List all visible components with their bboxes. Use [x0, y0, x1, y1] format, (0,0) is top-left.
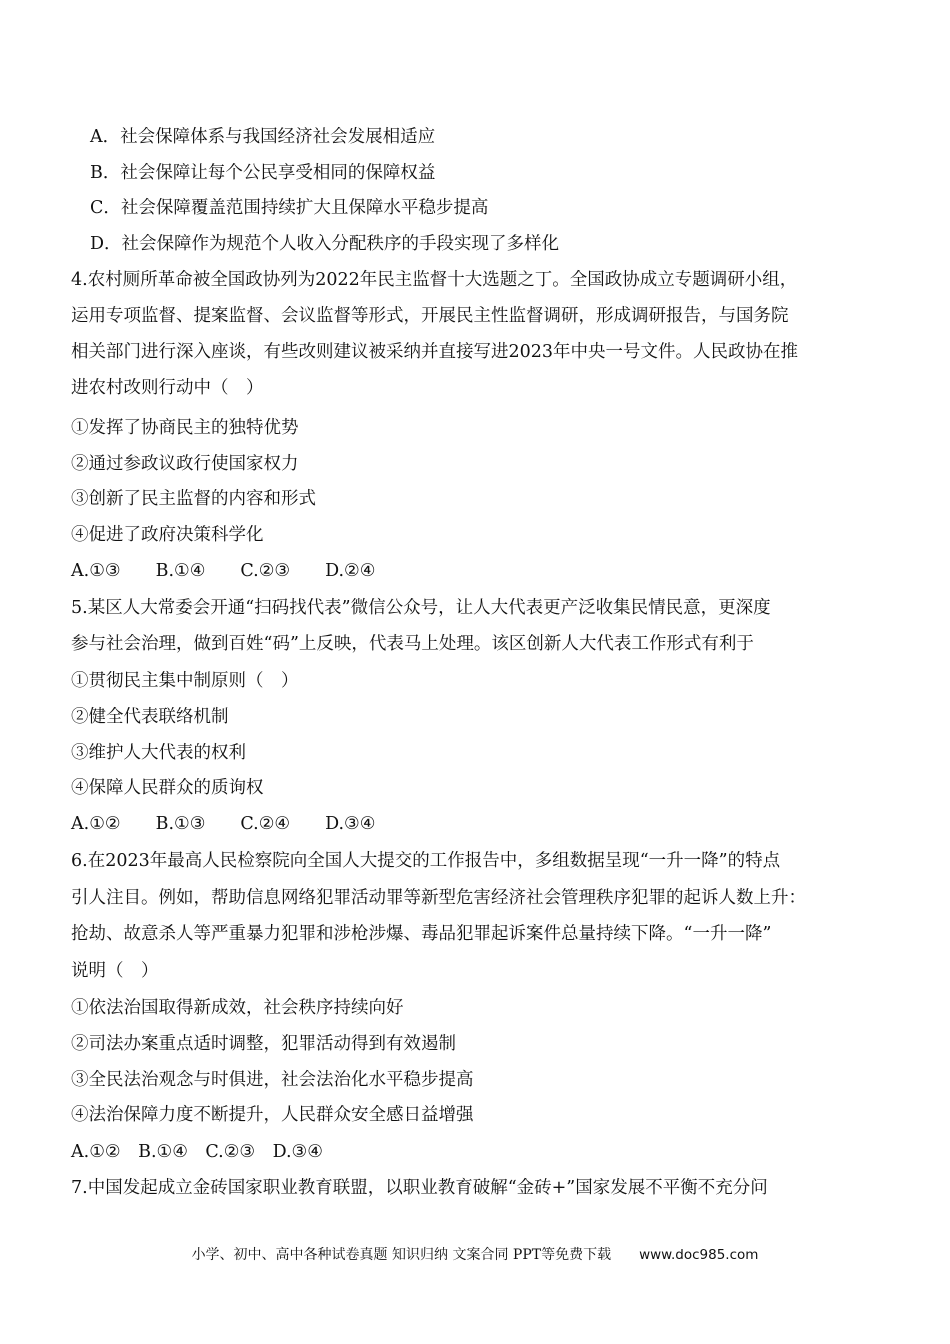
q4-choices: A.①③ B.①④ C.②③ D.②④: [71, 561, 376, 581]
page-footer: [0, 1245, 950, 1265]
q4-item-2: ②通过参政议政行使国家权力: [71, 454, 299, 474]
q4-item-1: ①发挥了协商民主的独特优势: [71, 418, 299, 438]
q6-stem-line-2: 引人注目。例如，帮助信息网络犯罪活动罪等新型危害经济社会管理秩序犯罪的起诉人数上升：: [71, 888, 806, 908]
footer-url-link[interactable]: www.doc985.com: [639, 1247, 759, 1263]
q6-item-4: ④法治保障力度不断提升，人民群众安全感日益增强: [71, 1105, 474, 1125]
q5-choices: A.①② B.①③ C.②④ D.③④: [71, 814, 376, 834]
q4-item-3: ③创新了民主监督的内容和形式: [71, 489, 316, 509]
q4-stem-line-2: 运用专项监督、提案监督、会议监督等形式，开展民主性监督调研，形成调研报告，与国务院: [71, 306, 789, 326]
q3-option-d: D．社会保障作为规范个人收入分配秩序的手段实现了多样化: [90, 234, 560, 254]
q7-stem-line-1: 7.中国发起成立金砖国家职业教育联盟，以职业教育破解“金砖+”国家发展不平衡不充分问: [71, 1178, 768, 1198]
q5-item-4: ④保障人民群众的质询权: [71, 778, 264, 798]
q6-item-2: ②司法办案重点适时调整，犯罪活动得到有效遏制: [71, 1034, 456, 1054]
q5-item-2: ②健全代表联络机制: [71, 707, 229, 727]
q6-item-3: ③全民法治观念与时俱进，社会法治化水平稳步提高: [71, 1070, 474, 1090]
q4-item-4: ④促进了政府决策科学化: [71, 525, 264, 545]
q6-item-1: ①依法治国取得新成效，社会秩序持续向好: [71, 998, 404, 1018]
q6-choices: A.①② B.①④ C.②③ D.③④: [71, 1142, 323, 1162]
q6-stem-line-4: 说明（ ）: [71, 961, 159, 981]
q3-option-a: A．社会保障体系与我国经济社会发展相适应: [90, 127, 436, 147]
footer-text: 小学、初中、高中各种试卷真题 知识归纳 文案合同 PPT等免费下载: [191, 1247, 612, 1263]
q5-stem-line-2: 参与社会治理，做到百姓“码”上反映，代表马上处理。该区创新人大代表工作形式有利于: [71, 634, 754, 654]
q3-option-b: B．社会保障让每个公民享受相同的保障权益: [90, 163, 436, 183]
q5-item-3: ③维护人大代表的权利: [71, 743, 246, 763]
q4-stem-line-3: 相关部门进行深入座谈，有些改则建议被采纳并直接写进2023年中央一号文件。人民政协在推: [71, 342, 799, 362]
q6-stem-line-3: 抢劫、故意杀人等严重暴力犯罪和涉枪涉爆、毒品犯罪起诉案件总量持续下降。“一升一降”: [71, 924, 772, 944]
q4-stem-line-4: 进农村改则行动中（ ）: [71, 378, 264, 398]
q3-option-c: C．社会保障覆盖范围持续扩大且保障水平稳步提高: [90, 198, 489, 218]
q6-stem-line-1: 6.在2023年最高人民检察院向全国人大提交的工作报告中，多组数据呈现“一升一降”的特点: [71, 851, 781, 871]
q5-item-1: ①贯彻民主集中制原则（ ）: [71, 671, 299, 691]
q5-stem-line-1: 5.某区人大常委会开通“扫码找代表”微信公众号，让人大代表更产泛收集民情民意，更深度: [71, 598, 771, 618]
q4-stem-line-1: 4.农村厕所革命被全国政协列为2022年民主监督十大选题之丁。全国政协成立专题调研小组，: [71, 270, 798, 290]
